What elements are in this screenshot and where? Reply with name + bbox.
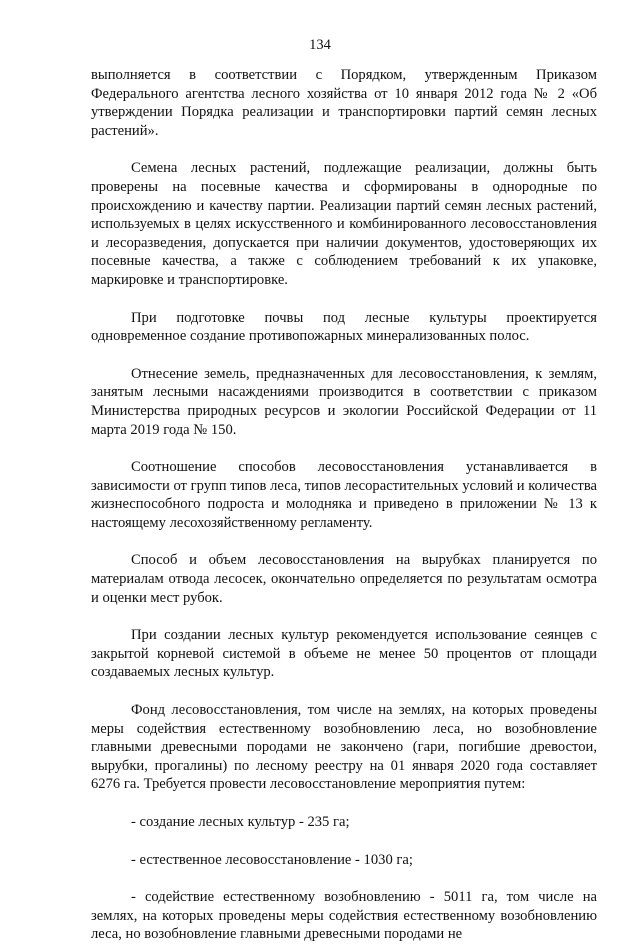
list-item-natural-reforestation: - естественное лесовосстановление - 1030 га; <box>131 851 413 868</box>
page-number: 134 <box>309 37 331 53</box>
list-item-forest-crops: - создание лесных культур - 235 га; <box>131 814 350 830</box>
paragraph-seedlings: При создании лесных культур рекомендуется использование сеянцев с закрытой корневой системой в объеме не менее 50 процентов от площади создаваемых лесных культур. <box>91 627 597 681</box>
paragraph-continuation: выполняется в соответствии с Порядком, утвержденным Приказом Федерального агентства лесного хозяйства от 10 января 2012 года № 2 «Об утверждении Порядка реализации и транспортировки партий семян лесных растений». <box>91 67 597 139</box>
page-body <box>91 66 597 944</box>
paragraph-land-classification: Отнесение земель, предназначенных для лесовосстановления, к землям, занятым лесными насаждениями производится в соответствии с приказом Министерства природных ресурсов и экологии Российской Федерации от 11 марта 2019 года № 150. <box>91 365 597 438</box>
paragraph-method-volume: Способ и объем лесовосстановления на вырубках планируется по материалам отвода лесосек, окончательно определяется по результатам осмотра и оценки мест рубок. <box>91 552 597 606</box>
paragraph-soil-preparation: При подготовке почвы под лесные культуры проектируется одновременное создание противопожарных минерализованных полос. <box>91 309 597 345</box>
paragraph-reforestation-fund: Фонд лесовосстановления, том числе на землях, на которых проведены меры содействия естественному возобновлению леса, но возобновление главными древесными породами не закончено (гари, погибшие древостои, вырубки, прогалины) по лесному реестру на 01 января 2020 года составляет 6276 га. Требуется провести лесовосстановление мероприятия путем: <box>91 702 597 793</box>
paragraph-seeds: Семена лесных растений, подлежащие реализации, должны быть проверены на посевные качества и сформированы в однородные по происхождению и качеству партии. Реализации партий семян лесных растений, используемых в целях искусственного и комбинированного лесовосстановления и лесоразведения, допускается при наличии документов, удостоверяющих их посевные качества, а также с соблюдением требований к их упаковке, маркировке и транспортировке. <box>91 160 597 288</box>
list-item-assisted-regeneration: - содействие естественному возобновлению - 5011 га, том числе на землях, на которых проведены меры содействия естественному возобновлению леса, но возобновление главными древесными породами не <box>91 889 597 943</box>
paragraph-method-ratio: Соотношение способов лесовосстановления устанавливается в зависимости от групп типов леса, типов лесорастительных условий и количества жизнеспособного подроста и молодняка и приведено в приложении № 13 к настоящему лесохозяйственному регламенту. <box>91 459 597 531</box>
